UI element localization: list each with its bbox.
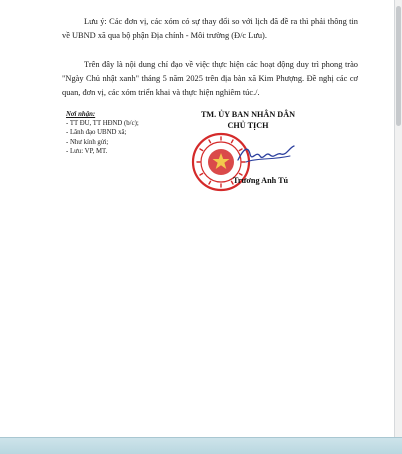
recipient-item: - TT ĐU, TT HĐND (b/c); [66,120,139,128]
recipients-block [66,110,139,156]
bottom-status-bar [0,437,402,454]
recipient-item: - Lãnh đạo UBND xã; [66,129,127,137]
handwritten-signature-icon [236,142,298,168]
note-paragraph: Lưu ý: Các đơn vị, các xóm có sự thay đổi so với lịch đã đề ra thì phải thông tin về UBND xã qua bộ phận Địa chính - Môi trường (Đ/c Lưu). [62,17,358,40]
recipient-item: - Như kính gửi; [66,138,109,146]
signature-title [196,110,300,131]
signer-name: Trương Anh Tú [233,176,289,185]
body-paragraph: Trên đây là nội dung chỉ đạo về việc thực hiện các hoạt động duy trì phong trào "Ngày Chủ nhật xanh" tháng 5 năm 2025 trên địa bàn xã Kim Phượng. Đề nghị các cơ quan, đơn vị, các xóm triển khai và thực hiện nghiêm túc./. [62,60,358,97]
signature-title-line2: CHỦ TỊCH [227,120,269,130]
recipients-heading: Nơi nhận: [66,111,96,118]
recipient-item: - Lưu: VP, MT. [66,147,108,155]
scrollbar-thumb[interactable] [396,6,401,126]
signature-title-line1: TM. ỦY BAN NHÂN DÂN [200,110,296,119]
vertical-scrollbar[interactable] [395,0,402,438]
